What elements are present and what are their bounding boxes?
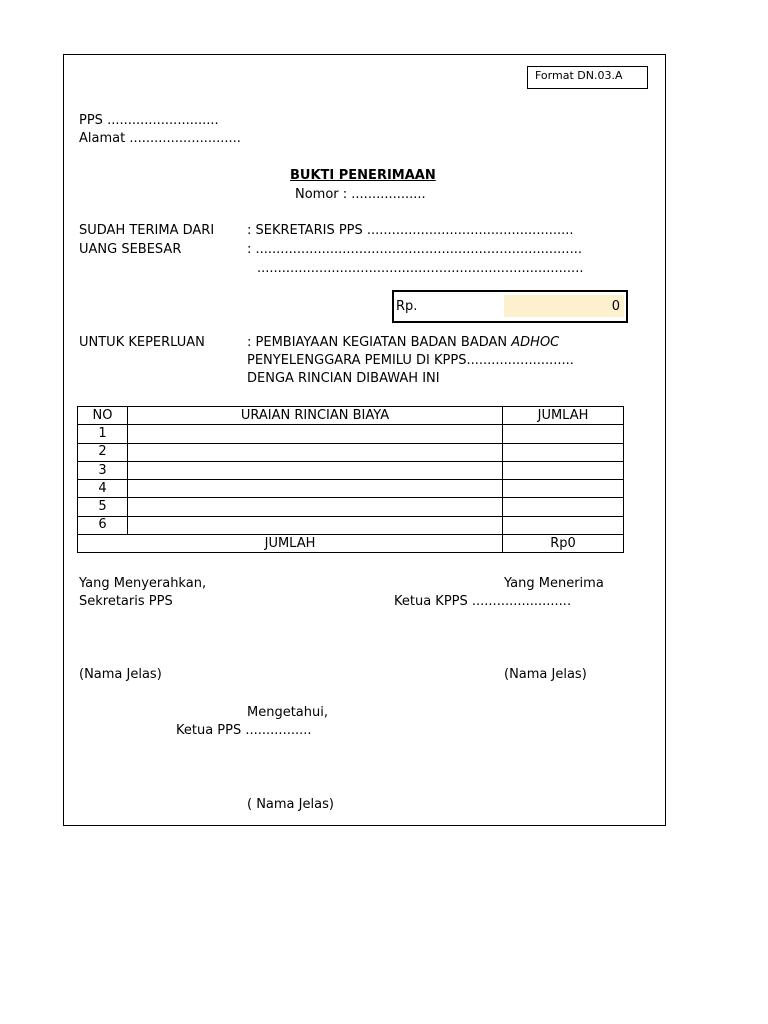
- amount-line-1: : ...............................................................................: [247, 242, 582, 257]
- col-header-no: NO: [78, 407, 128, 425]
- amount-line-2: ...............................................................................: [257, 261, 584, 276]
- table-row: [78, 516, 624, 534]
- row-no: 2: [78, 443, 128, 461]
- row-no: 6: [78, 516, 128, 534]
- row-uraian: [128, 425, 503, 443]
- row-uraian: [128, 516, 503, 534]
- giver-title: Yang Menyerahkan,: [79, 576, 207, 591]
- row-uraian: [128, 498, 503, 516]
- acknowledged-title: Mengetahui,: [247, 705, 328, 720]
- col-header-jumlah: JUMLAH: [503, 407, 624, 425]
- table-total-row: [78, 535, 624, 553]
- rupiah-label: Rp.: [396, 299, 418, 314]
- row-jumlah: [503, 516, 624, 534]
- giver-name: (Nama Jelas): [79, 667, 162, 682]
- row-jumlah: [503, 443, 624, 461]
- nomor-line: Nomor : ..................: [295, 187, 426, 202]
- row-no: 4: [78, 480, 128, 498]
- format-code: Format DN.03.A: [535, 69, 623, 82]
- adhoc-text: ADHOC: [511, 335, 560, 350]
- total-value: Rp0: [503, 535, 624, 553]
- row-jumlah: [503, 498, 624, 516]
- alamat-line: Alamat ...........................: [79, 131, 241, 146]
- amount-label: UANG SEBESAR: [79, 242, 182, 257]
- receiver-name: (Nama Jelas): [504, 667, 587, 682]
- table-row: [78, 480, 624, 498]
- table-row: [78, 498, 624, 516]
- received-from-label: SUDAH TERIMA DARI: [79, 223, 215, 238]
- table-row: [78, 461, 624, 479]
- row-uraian: [128, 461, 503, 479]
- pps-line: PPS ...........................: [79, 113, 219, 128]
- purpose-label: UNTUK KEPERLUAN: [79, 335, 205, 350]
- purpose-line-2: PENYELENGGARA PEMILU DI KPPS..........................: [247, 353, 574, 368]
- col-header-uraian: URAIAN RINCIAN BIAYA: [128, 407, 503, 425]
- receiver-role: Ketua KPPS ........................: [394, 594, 572, 609]
- purpose-line-1-text: : PEMBIAYAAN KEGIATAN BADAN BADAN: [247, 335, 512, 350]
- cost-detail-table: [77, 406, 624, 553]
- row-no: 5: [78, 498, 128, 516]
- giver-role: Sekretaris PPS: [79, 594, 173, 609]
- purpose-line-3: DENGA RINCIAN DIBAWAH INI: [247, 371, 440, 386]
- table-row: [78, 425, 624, 443]
- table-row: [78, 443, 624, 461]
- document-title: BUKTI PENERIMAAN: [290, 168, 436, 183]
- rupiah-amount-box: [392, 290, 628, 323]
- acknowledged-role: Ketua PPS ................: [176, 723, 312, 738]
- row-jumlah: [503, 480, 624, 498]
- table-header-row: [78, 407, 624, 425]
- row-uraian: [128, 480, 503, 498]
- receiver-title: Yang Menerima: [504, 576, 604, 591]
- received-from-value: : SEKRETARIS PPS ..................................................: [247, 223, 574, 238]
- acknowledged-name: ( Nama Jelas): [247, 797, 334, 812]
- row-no: 3: [78, 461, 128, 479]
- rupiah-value: 0: [611, 299, 620, 314]
- row-uraian: [128, 443, 503, 461]
- format-code-box: [527, 66, 648, 89]
- purpose-line-1: [247, 335, 559, 351]
- row-no: 1: [78, 425, 128, 443]
- rupiah-highlight: [504, 295, 624, 317]
- row-jumlah: [503, 461, 624, 479]
- row-jumlah: [503, 425, 624, 443]
- total-label: JUMLAH: [78, 535, 503, 553]
